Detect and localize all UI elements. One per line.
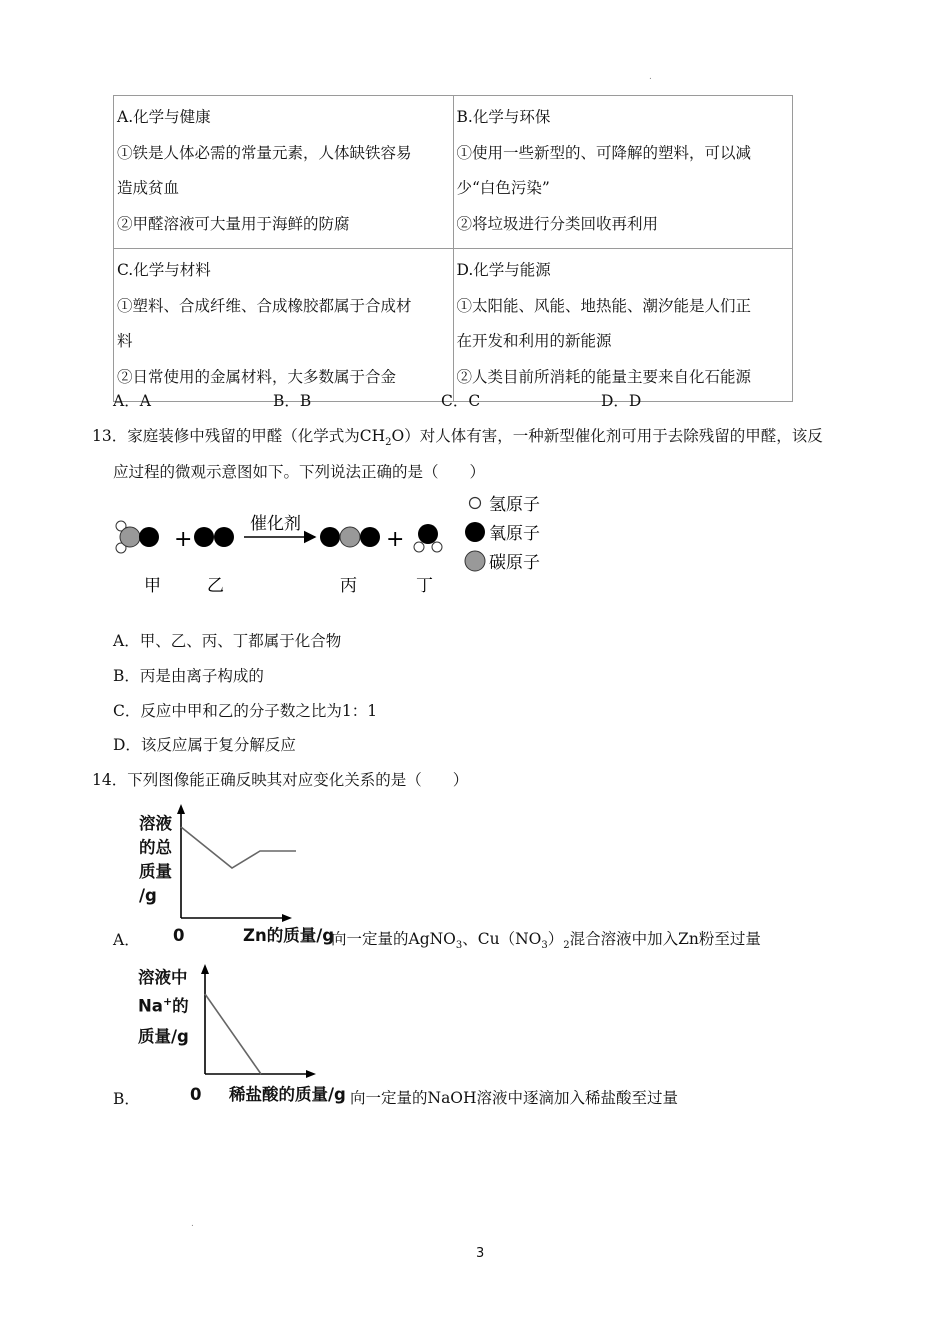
graph-b-ylabel-de: 的 (172, 996, 189, 1016)
legend-carbon: 碳原子 (489, 553, 540, 573)
cell-c-line2: 料 (117, 332, 133, 350)
graph-b-x-arrow (306, 1070, 316, 1078)
graph-b-letter[interactable]: B． (113, 1090, 140, 1108)
graph-b-origin: 0 (190, 1085, 202, 1104)
graph-a-ylabel-2: 的总 (139, 838, 172, 857)
cell-c-line3: ②日常使用的金属材料，大多数属于合金 (117, 367, 397, 386)
cell-c-line1: ①塑料、合成纤维、合成橡胶都属于合成材 (117, 296, 412, 315)
molecule-jia (116, 521, 159, 553)
graph-b-curve (205, 994, 261, 1074)
cell-d (453, 249, 793, 402)
q13-stem-line2: 应过程的微观示意图如下。下列说法正确的是（ ） (113, 463, 486, 481)
oxygen-atom (194, 527, 214, 547)
q13-option-c[interactable]: C．反应中甲和乙的分子数之比为1：1 (113, 702, 378, 720)
oxygen-atom (139, 527, 159, 547)
legend-oxygen-swatch (465, 522, 485, 542)
bottom-dot: . (191, 1219, 194, 1229)
molecule-yi (194, 527, 234, 547)
legend-oxygen: 氧原子 (489, 524, 540, 544)
top-dot: . (649, 72, 652, 82)
page-number: 3 (476, 1246, 485, 1261)
q14-stem: 14．下列图像能正确反映其对应变化关系的是（ ） (92, 771, 469, 789)
q13-stem-sub: 2 (385, 437, 392, 449)
q13-option-d[interactable]: D．该反应属于复分解反应 (113, 736, 296, 754)
graph-b-ylabel-na: Na (138, 996, 163, 1016)
q12-choice-c[interactable]: C．C (441, 392, 481, 410)
cell-a-title: A.化学与健康 (117, 108, 211, 126)
cell-a-line3: ②甲醛溶液可大量用于海鲜的防腐 (117, 214, 350, 233)
oxygen-atom (418, 524, 438, 544)
graph-a-ylabel-4: /g (139, 886, 157, 905)
graph-b-ylabel (138, 966, 189, 1049)
cell-a-line1: ①铁是人体必需的常量元素，人体缺铁容易 (117, 143, 412, 162)
options-table (113, 95, 793, 402)
cell-d-line1: ①太阳能、风能、地热能、潮汐能是人们正 (456, 296, 752, 315)
graph-a (170, 800, 300, 925)
graph-a-desc-sub2: 3 (541, 940, 548, 952)
graph-b-ylabel-2 (138, 990, 189, 1019)
label-ding: 丁 (416, 576, 433, 596)
graph-b-y-arrow (201, 964, 209, 974)
carbon-atom (340, 527, 360, 547)
cell-d-line3: ②人类目前所消耗的能量主要来自化石能源 (456, 367, 752, 386)
oxygen-atom (320, 527, 340, 547)
graph-a-y-arrow (177, 804, 185, 814)
q13-stem-after: O）对人体有害，一种新型催化剂可用于去除残留的甲醛，该反 (391, 427, 823, 445)
hydrogen-atom (414, 542, 424, 552)
cell-c-title: C.化学与材料 (117, 261, 211, 279)
graph-a-desc-sub1: 3 (455, 940, 463, 952)
graph-a-desc-sub3: 2 (563, 940, 570, 952)
q12-choice-b[interactable]: B．B (273, 392, 312, 410)
cell-d-line2: 在开发和利用的新能源 (456, 332, 612, 350)
label-yi: 乙 (207, 576, 224, 596)
graph-b-ylabel-3: 质量/g (138, 1026, 189, 1046)
graph-a-xlabel: Zn的质量/g (243, 926, 335, 945)
graph-b-description: 向一定量的NaOH溶液中逐滴加入稀盐酸至过量 (350, 1089, 679, 1107)
oxygen-atom (360, 527, 380, 547)
plus-sign-2: + (386, 527, 405, 552)
q13-number: 13． (92, 427, 128, 445)
cell-b-line2: 少“白色污染” (456, 179, 550, 197)
legend-hydrogen: 氢原子 (489, 495, 540, 515)
graph-b (194, 960, 324, 1080)
label-jia: 甲 (144, 576, 161, 596)
oxygen-atom (214, 527, 234, 547)
cell-b-line3: ②将垃圾进行分类回收再利用 (456, 214, 659, 233)
graph-a-letter[interactable]: A． (113, 931, 140, 949)
cell-b-line1: ①使用一些新型的、可降解的塑料，可以减 (456, 143, 752, 162)
q13-stem-line1 (92, 426, 823, 453)
plus-sign-1: + (174, 527, 193, 552)
graph-a-desc-2: 、Cu（NO (462, 930, 542, 948)
graph-a-ylabel-1: 溶液 (139, 814, 172, 833)
hydrogen-atom (432, 542, 442, 552)
molecule-ding (414, 524, 442, 552)
legend-carbon-swatch (465, 551, 485, 571)
graph-b-ylabel-plus: + (162, 995, 173, 1008)
molecule-bing (320, 527, 380, 547)
graph-a-x-arrow (282, 914, 292, 922)
label-bing: 丙 (340, 576, 357, 596)
q13-option-a[interactable]: A．甲、乙、丙、丁都属于化合物 (113, 632, 342, 650)
graph-a-description (331, 929, 761, 956)
graph-a-desc-3: ） (547, 930, 564, 948)
q13-stem-before: 家庭装修中残留的甲醛（化学式为CH (127, 427, 386, 445)
cell-b-title: B.化学与环保 (456, 108, 551, 126)
cell-c (114, 249, 454, 402)
graph-a-curve (181, 827, 296, 868)
reaction-diagram (108, 488, 558, 603)
catalyst-label: 催化剂 (250, 514, 301, 534)
q13-option-b[interactable]: B．丙是由离子构成的 (113, 667, 264, 685)
graph-a-desc-4: 混合溶液中加入Zn粉至过量 (569, 930, 761, 948)
graph-a-ylabel-3: 质量 (139, 862, 172, 881)
graph-a-ylabel (139, 812, 172, 908)
graph-a-desc-1: 向一定量的AgNO (331, 930, 456, 948)
cell-d-title: D.化学与能源 (456, 261, 551, 279)
q12-choice-d[interactable]: D．D (601, 392, 642, 410)
legend-hydrogen-swatch (470, 498, 481, 509)
cell-a (114, 96, 454, 249)
graph-b-ylabel-1: 溶液中 (138, 968, 188, 987)
cell-a-line2: 造成贫血 (117, 179, 180, 197)
q12-choice-a[interactable]: A．A (113, 392, 151, 410)
graph-b-xlabel: 稀盐酸的质量/g (229, 1085, 346, 1104)
graph-a-origin: 0 (173, 926, 185, 945)
cell-b (453, 96, 793, 249)
carbon-atom (120, 527, 140, 547)
